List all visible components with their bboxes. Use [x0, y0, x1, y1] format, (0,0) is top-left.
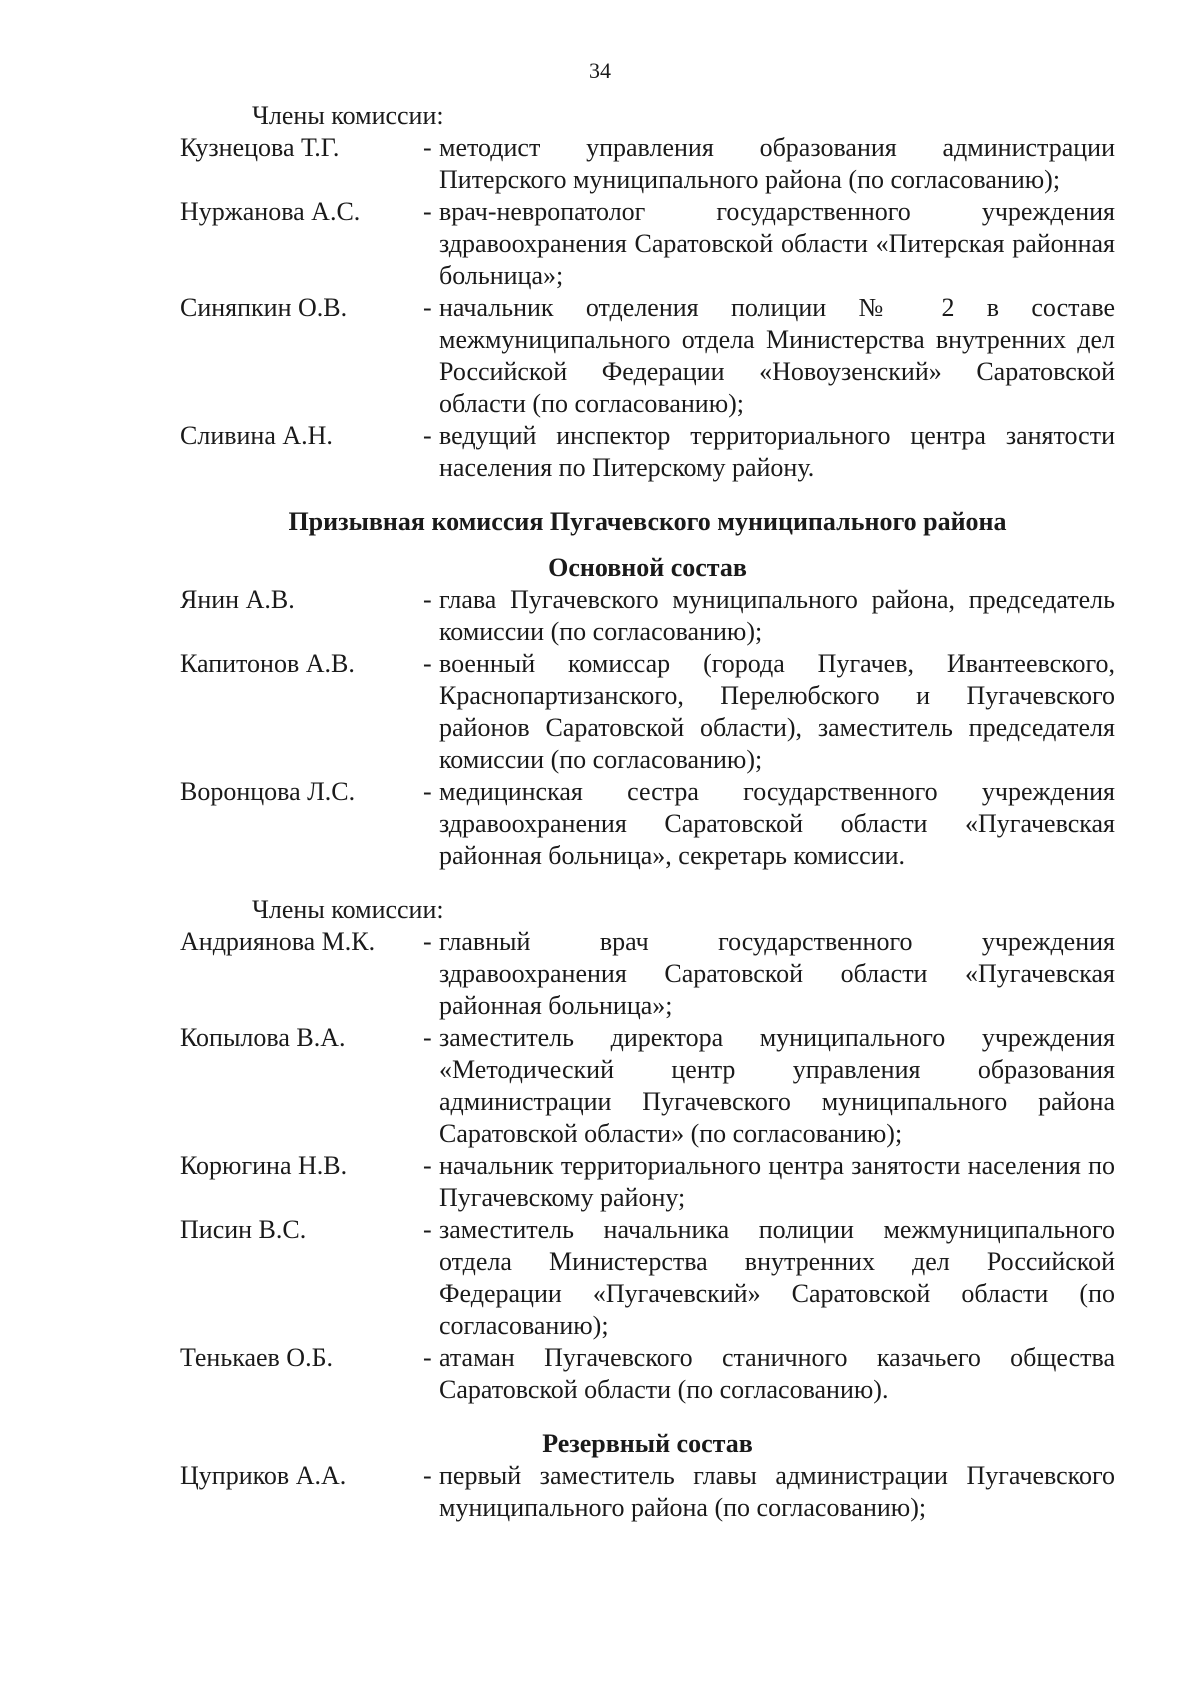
member-name: Капитонов А.В. — [180, 649, 355, 678]
member-name: Писин В.С. — [180, 1215, 307, 1244]
members-label: Члены комиссии: — [252, 101, 444, 130]
member-name: Андриянова М.К. — [180, 927, 376, 956]
main-composition-heading: Основной состав — [548, 553, 747, 582]
member-description: начальник территориального центра занятости населения по Пугачевскому району; — [439, 1151, 1115, 1212]
member-entry — [180, 1214, 1115, 1342]
member-name: Сливина А.Н. — [180, 421, 333, 450]
member-entry — [180, 648, 1115, 776]
member-entry — [180, 1150, 1115, 1214]
member-description: методист управления образования администрации Питерского муниципального района (по согласованию); — [439, 133, 1115, 194]
member-description: атаман Пугачевского станичного казачьего общества Саратовской области (по согласованию). — [439, 1343, 1115, 1404]
dash: - — [423, 197, 432, 226]
member-description: врач-невропатолог государственного учреждения здравоохранения Саратовской области «Питерская районная больница»; — [439, 197, 1115, 290]
member-name: Нуржанова А.С. — [180, 197, 361, 226]
commission-title: Призывная комиссия Пугачевского муниципального района — [288, 507, 1007, 536]
dash: - — [423, 1023, 432, 1052]
dash: - — [423, 1151, 432, 1180]
member-name: Копылова В.А. — [180, 1023, 346, 1052]
dash: - — [423, 133, 432, 162]
dash: - — [423, 1461, 432, 1490]
member-description: заместитель директора муниципального учреждения «Методический центр управления образования администрации Пугачевского муниципального района Саратовской области» (по согласованию); — [439, 1023, 1115, 1148]
member-description: военный комиссар (города Пугачев, Ивантеевского, Краснопартизанского, Перелюбского и Пугачевского районов Саратовской области), заместитель председателя комиссии (по согласованию); — [439, 649, 1115, 774]
member-entry — [180, 1022, 1115, 1150]
member-entry — [180, 1342, 1115, 1406]
dash: - — [423, 1343, 432, 1372]
member-description: первый заместитель главы администрации Пугачевского муниципального района (по согласованию); — [439, 1461, 1115, 1522]
member-name: Корюгина Н.В. — [180, 1151, 348, 1180]
document-body — [180, 100, 1115, 1524]
dash: - — [423, 649, 432, 678]
member-entry — [180, 196, 1115, 292]
member-entry — [180, 926, 1115, 1022]
member-description: медицинская сестра государственного учреждения здравоохранения Саратовской области «Пугачевская районная больница», секретарь комиссии. — [439, 777, 1115, 870]
dash: - — [423, 421, 432, 450]
dash: - — [423, 1215, 432, 1244]
member-description: начальник отделения полиции № 2 в составе межмуниципального отдела Министерства внутренних дел Российской Федерации «Новоузенский» Саратовской области (по согласованию); — [439, 293, 1115, 418]
member-entry — [180, 1460, 1115, 1524]
member-entry — [180, 776, 1115, 872]
page-number: 34 — [589, 58, 611, 83]
dash: - — [423, 293, 432, 322]
member-name: Синяпкин О.В. — [180, 293, 348, 322]
reserve-composition-heading: Резервный состав — [542, 1429, 753, 1458]
member-name: Кузнецова Т.Г. — [180, 133, 340, 162]
member-name: Воронцова Л.С. — [180, 777, 356, 806]
members-label: Члены комиссии: — [252, 895, 444, 924]
member-description: глава Пугачевского муниципального района, председатель комиссии (по согласованию); — [439, 585, 1115, 646]
dash: - — [423, 585, 432, 614]
member-entry — [180, 420, 1115, 484]
member-name: Тенькаев О.Б. — [180, 1343, 334, 1372]
member-description: ведущий инспектор территориального центра занятости населения по Питерскому району. — [439, 421, 1115, 482]
member-entry — [180, 584, 1115, 648]
member-description: главный врач государственного учреждения здравоохранения Саратовской области «Пугачевская районная больница»; — [439, 927, 1115, 1020]
member-entry — [180, 132, 1115, 196]
member-name: Цуприков А.А. — [180, 1461, 347, 1490]
dash: - — [423, 927, 432, 956]
member-description: заместитель начальника полиции межмуниципального отдела Министерства внутренних дел Российской Федерации «Пугачевский» Саратовской области (по согласованию); — [439, 1215, 1115, 1340]
member-entry — [180, 292, 1115, 420]
dash: - — [423, 777, 432, 806]
member-name: Янин А.В. — [180, 585, 295, 614]
